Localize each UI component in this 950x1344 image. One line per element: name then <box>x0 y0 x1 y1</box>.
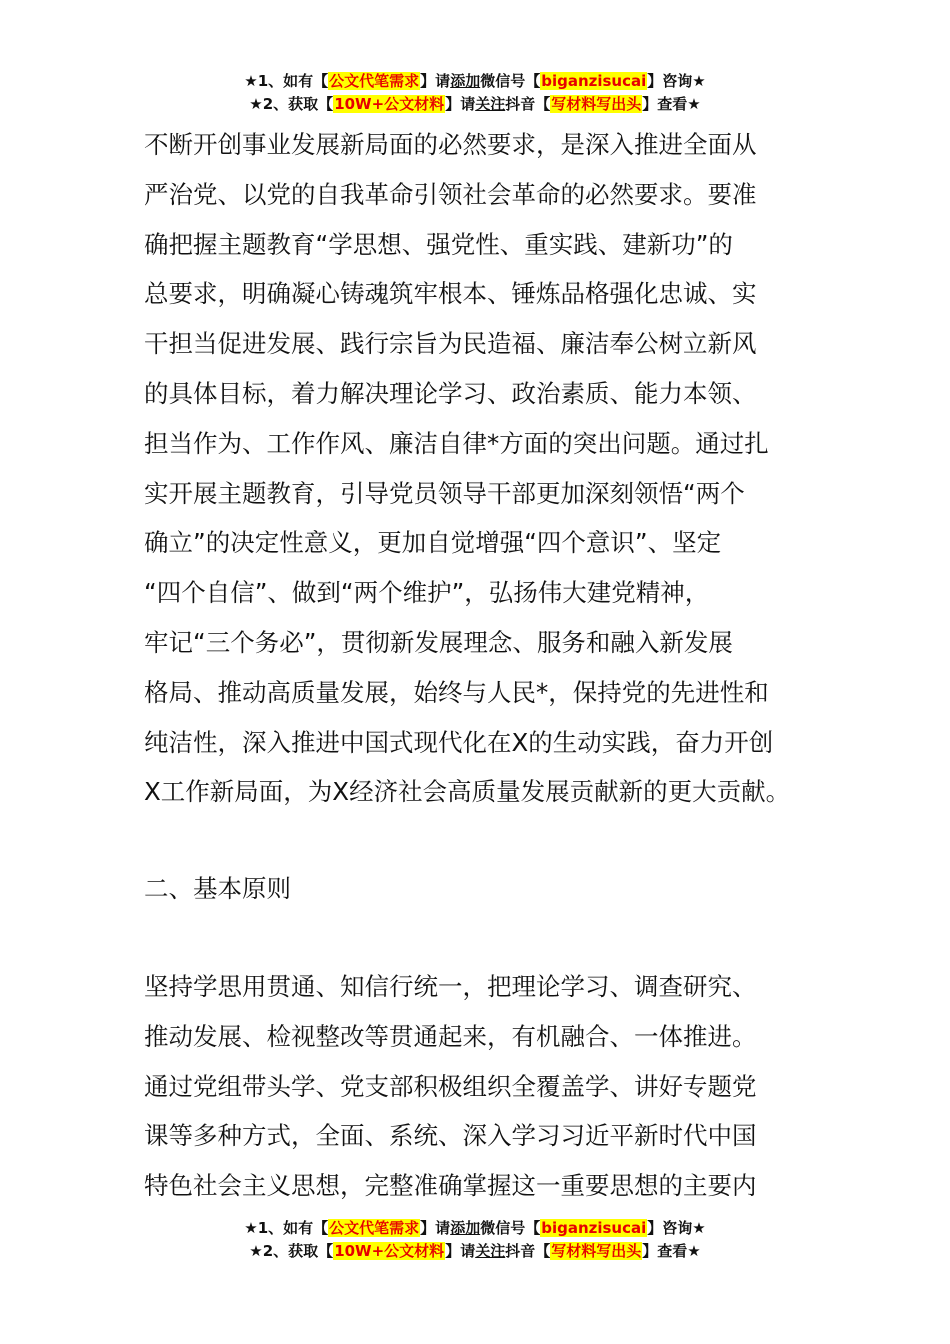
promo-highlight-douyin-id: 写材料写出头 <box>551 1242 642 1260</box>
promo-underline: 关注 <box>475 95 506 113</box>
promo-text: 】查看★ <box>642 95 701 113</box>
promo-line-2 <box>0 93 950 116</box>
text-line: 实开展主题教育，引导党员领导干部更加深刻领悟“两个 <box>144 478 745 508</box>
promo-text: 】咨询★ <box>647 72 706 90</box>
promo-text: ★2、获取【 <box>249 1242 334 1260</box>
text-line: 确把握主题教育“学思想、强党性、重实践、建新功”的 <box>144 229 733 259</box>
promo-highlight: 10W+公文材料 <box>334 95 445 113</box>
text-line: 严治党、以党的自我革命引领社会革命的必然要求。要准 <box>144 179 757 209</box>
promo-highlight-wechat-id: biganzisucai <box>541 72 647 90</box>
section-heading: 二、基本原则 <box>144 874 291 904</box>
text-line: 特色社会主义思想，完整准确掌握这一重要思想的主要内 <box>144 1171 757 1201</box>
text-line: 坚持学思用贯通、知信行统一，把理论学习、调查研究、 <box>144 971 757 1001</box>
text-line: 的具体目标，着力解决理论学习、政治素质、能力本领、 <box>144 378 757 408</box>
promo-underline: 关注 <box>475 1242 506 1260</box>
promo-highlight: 公文代笔需求 <box>329 1219 420 1237</box>
promo-text: 抖音【 <box>505 1242 551 1260</box>
promo-underline: 添加 <box>450 72 481 90</box>
promo-text: ★1、如有【 <box>244 72 329 90</box>
promo-text: 微信号【 <box>480 1219 541 1237</box>
text-line: 干担当促进发展、践行宗旨为民造福、廉洁奉公树立新风 <box>144 329 757 359</box>
text-line: 通过党组带头学、党支部积极组织全覆盖学、讲好专题党 <box>144 1071 757 1101</box>
text-line: 课等多种方式，全面、系统、深入学习习近平新时代中国 <box>144 1121 757 1151</box>
text-line: 不断开创事业发展新局面的必然要求，是深入推进全面从 <box>144 130 757 159</box>
text-line: 确立”的决定性意义，更加自觉增强“四个意识”、坚定 <box>144 528 722 558</box>
promo-text: ★1、如有【 <box>244 1219 329 1237</box>
promo-text: 】咨询★ <box>647 1219 706 1237</box>
promo-highlight-douyin-id: 写材料写出头 <box>551 95 642 113</box>
document-body <box>144 120 810 1211</box>
text-line: “四个自信”、做到“两个维护”，弘扬伟大建党精神， <box>144 578 710 608</box>
promo-text: 】查看★ <box>642 1242 701 1260</box>
text-line: 总要求，明确凝心铸魂筑牢根本、锤炼品格强化忠诚、实 <box>144 279 757 309</box>
promo-text: 】请 <box>445 1242 476 1260</box>
promo-text: 微信号【 <box>480 72 541 90</box>
text-line: 纯洁性，深入推进中国式现代化在X的生动实践，奋力开创 <box>144 727 774 757</box>
paragraph-2 <box>144 962 810 1211</box>
text-line: X工作新局面，为X经济社会高质量发展贡献新的更大贡献。 <box>144 777 791 807</box>
promo-text: 】请 <box>420 72 451 90</box>
promo-line-1 <box>0 1217 950 1240</box>
promo-text: ★2、获取【 <box>249 95 334 113</box>
text-line: 推动发展、检视整改等贯通起来，有机融合、一体推进。 <box>144 1021 757 1051</box>
promo-text: 】请 <box>445 95 476 113</box>
promo-text: 】请 <box>420 1219 451 1237</box>
text-line: 担当作为、工作作风、廉洁自律*方面的突出问题。通过扎 <box>144 428 769 458</box>
text-line: 牢记“三个务必”，贯彻新发展理念、服务和融入新发展 <box>144 627 733 657</box>
top-promo-banner <box>0 70 950 116</box>
promo-line-2 <box>0 1240 950 1263</box>
promo-line-1 <box>0 70 950 93</box>
promo-highlight-wechat-id: biganzisucai <box>541 1219 647 1237</box>
promo-underline: 添加 <box>450 1219 481 1237</box>
promo-text: 抖音【 <box>505 95 551 113</box>
bottom-promo-banner <box>0 1217 950 1263</box>
promo-highlight: 公文代笔需求 <box>329 72 420 90</box>
paragraph-1 <box>144 120 810 817</box>
promo-highlight: 10W+公文材料 <box>334 1242 445 1260</box>
text-line: 格局、推动高质量发展，始终与人民*，保持党的先进性和 <box>144 677 769 707</box>
